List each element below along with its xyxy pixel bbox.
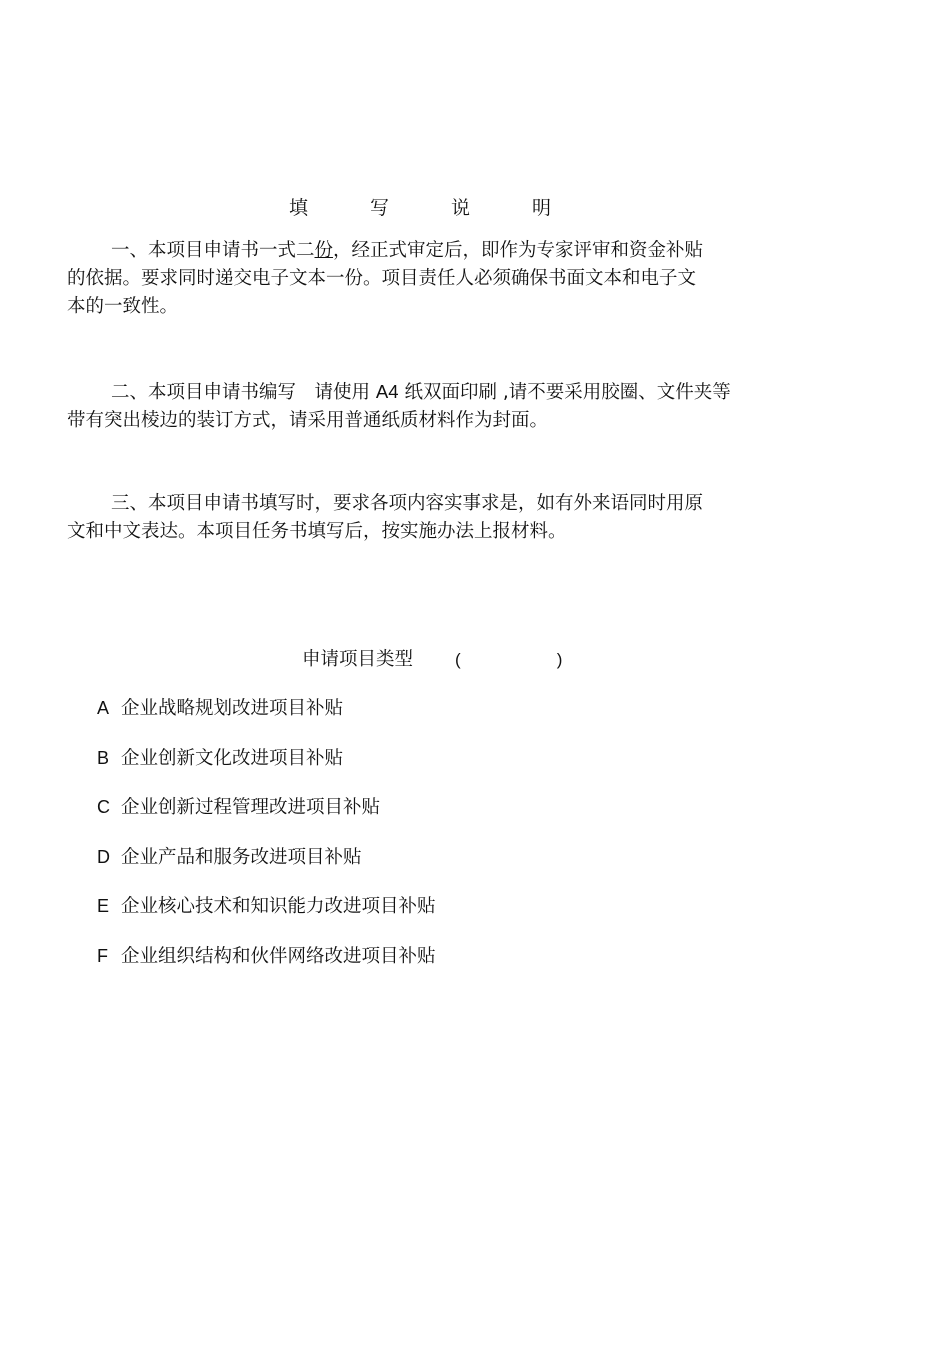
project-type-option-f: [97, 942, 436, 992]
option-label: 企业战略规划改进项目补贴: [121, 698, 344, 719]
option-letter: F: [97, 945, 108, 966]
instruction-paragraph-2: [67, 378, 787, 435]
paragraph-line: 本的一致性。: [67, 296, 179, 317]
underlined-text: 份: [314, 240, 334, 261]
option-letter: D: [97, 846, 110, 867]
option-label: 企业核心技术和知识能力改进项目补贴: [121, 896, 436, 918]
project-type-option-b: [97, 744, 436, 794]
project-type-option-c: [97, 793, 436, 843]
option-letter: A: [97, 698, 110, 718]
paren-close: ): [556, 650, 563, 669]
option-label: 企业组织结构和伙伴网络改进项目补贴: [121, 945, 436, 967]
project-type-option-d: [97, 843, 436, 893]
paragraph-text: ，经正式审定后，即作为专家评审和资金补贴: [333, 240, 704, 261]
paragraph-line: 带有突出棱边的装订方式，请采用普通纸质材料作为封面。: [67, 410, 549, 431]
option-letter: C: [97, 797, 110, 818]
instruction-paragraph-3: [67, 490, 787, 546]
project-type-option-a: [97, 694, 436, 744]
project-type-label: 申请项目类型: [302, 649, 414, 670]
project-type-heading: [302, 646, 562, 674]
paragraph-text: 二、本项目申请书编写 请使用: [111, 382, 371, 403]
option-label: 企业创新过程管理改进项目补贴: [121, 797, 381, 819]
paragraph-text: 一、本项目申请书一式二: [111, 240, 315, 261]
paragraph-line: [67, 378, 787, 407]
option-label: 企业创新文化改进项目补贴: [121, 747, 344, 769]
option-letter: E: [97, 896, 110, 917]
instruction-paragraph-1: [67, 237, 787, 321]
page-title: 填 写 说 明: [288, 197, 580, 219]
paren-open: (: [455, 650, 461, 669]
option-label: 企业产品和服务改进项目补贴: [121, 846, 362, 868]
project-type-option-e: [97, 892, 436, 942]
paragraph-text: 纸双面印刷: [404, 382, 497, 403]
project-type-options: [97, 694, 436, 992]
paragraph-line: 的依据。要求同时递交电子文本一份。项目责任人必须确保书面文本和电子文: [67, 268, 697, 289]
option-letter: B: [97, 747, 110, 768]
paragraph-text: ,请不要采用胶圈、文件夹等: [502, 382, 731, 403]
paper-size-text: A4: [375, 381, 399, 402]
paragraph-line: [67, 237, 787, 265]
paragraph-line: 三、本项目申请书填写时，要求各项内容实事求是，如有外来语同时用原: [111, 493, 704, 514]
paragraph-line: 文和中文表达。本项目任务书填写后，按实施办法上报材料。: [67, 521, 567, 542]
